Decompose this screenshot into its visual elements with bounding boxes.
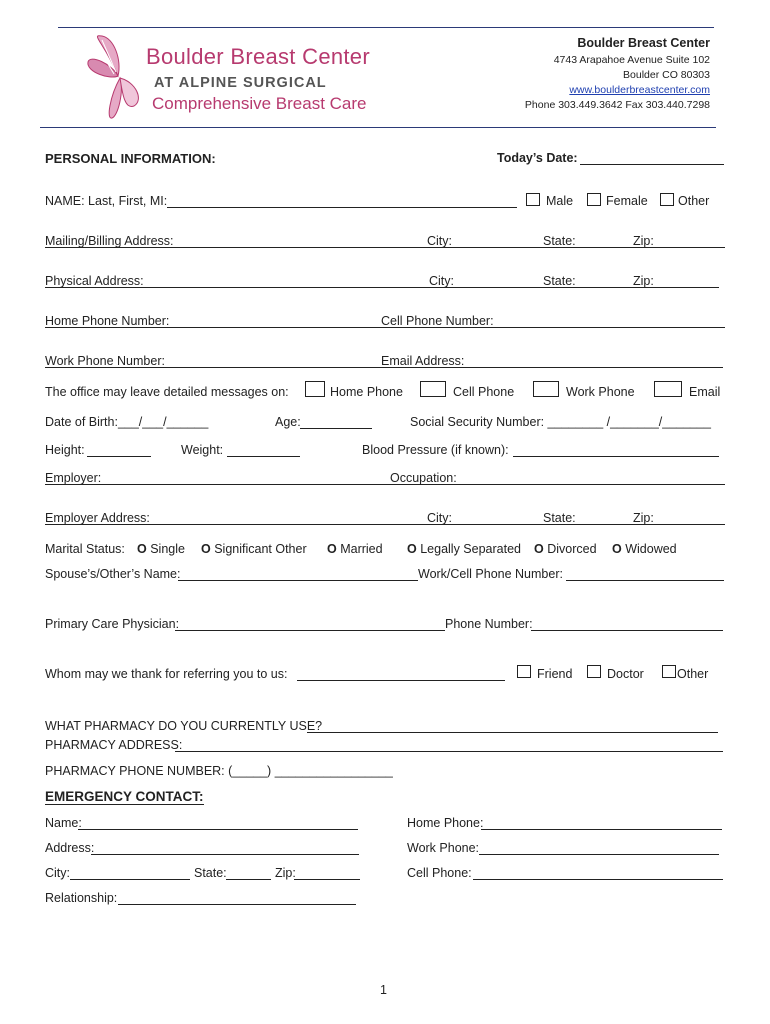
bp-label: Blood Pressure (if known):	[362, 443, 509, 457]
weight-field[interactable]	[227, 456, 300, 457]
gender-male-label: Male	[546, 194, 574, 208]
email-label: Email Address:	[381, 354, 465, 368]
pcp-label: Primary Care Physician:	[45, 617, 180, 631]
org-info	[525, 36, 710, 113]
header-bottom-rule	[40, 127, 716, 128]
referral-friend-label: Friend	[537, 667, 573, 681]
employer-address-field[interactable]	[45, 524, 725, 525]
employer-occupation-field[interactable]	[45, 484, 725, 485]
pcp-phone-field[interactable]	[531, 630, 723, 631]
marital-status-label: Marital Status:	[45, 542, 125, 556]
radio-marker: O	[612, 542, 622, 556]
pharmacy-phone-field[interactable]: PHARMACY PHONE NUMBER: (_____) _________________	[45, 764, 393, 778]
emergency-city-label: City:	[45, 866, 70, 880]
message-cell-checkbox[interactable]	[420, 381, 446, 397]
emergency-name-field[interactable]	[78, 829, 358, 830]
logo-line-3: Comprehensive Breast Care	[152, 94, 367, 113]
emergency-address-label: Address:	[45, 841, 95, 855]
gender-female-label: Female	[606, 194, 648, 208]
radio-marker: O	[201, 542, 211, 556]
pcp-field[interactable]	[175, 630, 445, 631]
emergency-cell-phone-field[interactable]	[473, 879, 723, 880]
marital-widowed-label: Widowed	[625, 542, 677, 556]
mailing-city-label: City:	[427, 234, 452, 248]
gender-male-checkbox[interactable]	[526, 193, 540, 206]
referral-field[interactable]	[297, 680, 505, 681]
org-address-1: 4743 Arapahoe Avenue Suite 102	[553, 54, 710, 66]
marital-option-legally-separated[interactable]	[407, 542, 521, 556]
messages-label: The office may leave detailed messages on:	[45, 385, 289, 399]
work-cell-field[interactable]	[566, 580, 724, 581]
marital-option-single[interactable]	[137, 542, 185, 556]
section-title-personal: PERSONAL INFORMATION:	[45, 151, 216, 166]
message-home-checkbox[interactable]	[305, 381, 325, 397]
gender-other-checkbox[interactable]	[660, 193, 674, 206]
employer-label: Employer:	[45, 471, 102, 485]
emergency-name-label: Name:	[45, 816, 82, 830]
emergency-relationship-field[interactable]	[118, 904, 356, 905]
marital-significant-other-label: Significant Other	[214, 542, 307, 556]
ssn-field[interactable]: Social Security Number: ________ /_______/_______	[410, 415, 711, 429]
emergency-home-phone-field[interactable]	[481, 829, 722, 830]
referral-doctor-checkbox[interactable]	[587, 665, 601, 678]
emergency-state-field[interactable]	[226, 879, 271, 880]
mailing-zip-label: Zip:	[633, 234, 654, 248]
work-cell-label: Work/Cell Phone Number:	[418, 567, 563, 581]
message-work-label: Work Phone	[566, 385, 635, 399]
marital-married-label: Married	[340, 542, 383, 556]
marital-option-divorced[interactable]	[534, 542, 597, 556]
marital-option-married[interactable]	[327, 542, 383, 556]
emergency-work-phone-label: Work Phone:	[407, 841, 480, 855]
org-name: Boulder Breast Center	[577, 36, 710, 50]
emergency-zip-field[interactable]	[294, 879, 360, 880]
height-field[interactable]	[87, 456, 151, 457]
marital-divorced-label: Divorced	[547, 542, 597, 556]
employer-state-label: State:	[543, 511, 576, 525]
occupation-label: Occupation:	[390, 471, 457, 485]
weight-label: Weight:	[181, 443, 224, 457]
radio-marker: O	[137, 542, 147, 556]
pharmacy-address-label: PHARMACY ADDRESS:	[45, 738, 183, 752]
message-email-checkbox[interactable]	[654, 381, 682, 397]
referral-doctor-label: Doctor	[607, 667, 644, 681]
bp-field[interactable]	[513, 456, 719, 457]
message-home-label: Home Phone	[330, 385, 403, 399]
mailing-address-field[interactable]	[45, 247, 725, 248]
marital-option-widowed[interactable]	[612, 542, 677, 556]
employer-city-label: City:	[427, 511, 452, 525]
butterfly-icon	[84, 32, 154, 120]
todays-date-field[interactable]	[580, 164, 724, 165]
physical-city-label: City:	[429, 274, 454, 288]
age-field[interactable]	[300, 428, 372, 429]
section-title-emergency: EMERGENCY CONTACT:	[45, 789, 204, 804]
pharmacy-question-label: WHAT PHARMACY DO YOU CURRENTLY USE?	[45, 719, 323, 733]
logo	[84, 32, 384, 122]
referral-friend-checkbox[interactable]	[517, 665, 531, 678]
emergency-state-label: State:	[194, 866, 227, 880]
emergency-work-phone-field[interactable]	[479, 854, 719, 855]
emergency-address-field[interactable]	[91, 854, 359, 855]
message-email-label: Email	[689, 385, 721, 399]
org-address-2: Boulder CO 80303	[623, 69, 710, 81]
marital-legally-separated-label: Legally Separated	[420, 542, 521, 556]
physical-address-label: Physical Address:	[45, 274, 144, 288]
emergency-cell-phone-label: Cell Phone:	[407, 866, 472, 880]
referral-other-checkbox[interactable]	[662, 665, 676, 678]
message-work-checkbox[interactable]	[533, 381, 559, 397]
radio-marker: O	[407, 542, 417, 556]
org-website-link[interactable]: www.boulderbreastcenter.com	[569, 84, 710, 96]
referral-other-label: Other	[677, 667, 709, 681]
home-phone-label: Home Phone Number:	[45, 314, 170, 328]
mailing-address-label: Mailing/Billing Address:	[45, 234, 174, 248]
pcp-phone-label: Phone Number:	[445, 617, 533, 631]
gender-female-checkbox[interactable]	[587, 193, 601, 206]
height-label: Height:	[45, 443, 85, 457]
cell-phone-label: Cell Phone Number:	[381, 314, 494, 328]
employer-zip-label: Zip:	[633, 511, 654, 525]
work-phone-label: Work Phone Number:	[45, 354, 165, 368]
emergency-zip-label: Zip:	[275, 866, 296, 880]
pharmacy-address-field[interactable]	[175, 751, 723, 752]
org-phone: Phone 303.449.3642 Fax 303.440.7298	[524, 99, 710, 111]
employer-address-label: Employer Address:	[45, 511, 150, 525]
logo-line-1: Boulder Breast Center	[146, 44, 370, 69]
referral-label: Whom may we thank for referring you to us:	[45, 667, 288, 681]
physical-zip-label: Zip:	[633, 274, 654, 288]
page-number: 1	[380, 983, 387, 997]
physical-address-field[interactable]	[45, 287, 719, 288]
todays-date-label: Today’s Date:	[497, 151, 578, 165]
mailing-state-label: State:	[543, 234, 576, 248]
logo-line-2: AT ALPINE SURGICAL	[154, 75, 327, 91]
age-label: Age:	[275, 415, 301, 429]
emergency-home-phone-label: Home Phone:	[407, 816, 484, 830]
dob-field[interactable]: Date of Birth:___/___/______	[45, 415, 209, 429]
name-label: NAME: Last, First, MI:	[45, 194, 168, 208]
pharmacy-field[interactable]	[307, 732, 718, 733]
physical-state-label: State:	[543, 274, 576, 288]
name-field[interactable]	[167, 207, 517, 208]
gender-other-label: Other	[678, 194, 710, 208]
radio-marker: O	[327, 542, 337, 556]
spouse-field[interactable]	[178, 580, 418, 581]
emergency-city-field[interactable]	[70, 879, 190, 880]
radio-marker: O	[534, 542, 544, 556]
message-cell-label: Cell Phone	[453, 385, 515, 399]
spouse-label: Spouse’s/Other’s Name:	[45, 567, 181, 581]
marital-single-label: Single	[150, 542, 185, 556]
marital-option-significant-other[interactable]	[201, 542, 307, 556]
emergency-relationship-label: Relationship:	[45, 891, 118, 905]
header-top-rule	[58, 27, 714, 28]
